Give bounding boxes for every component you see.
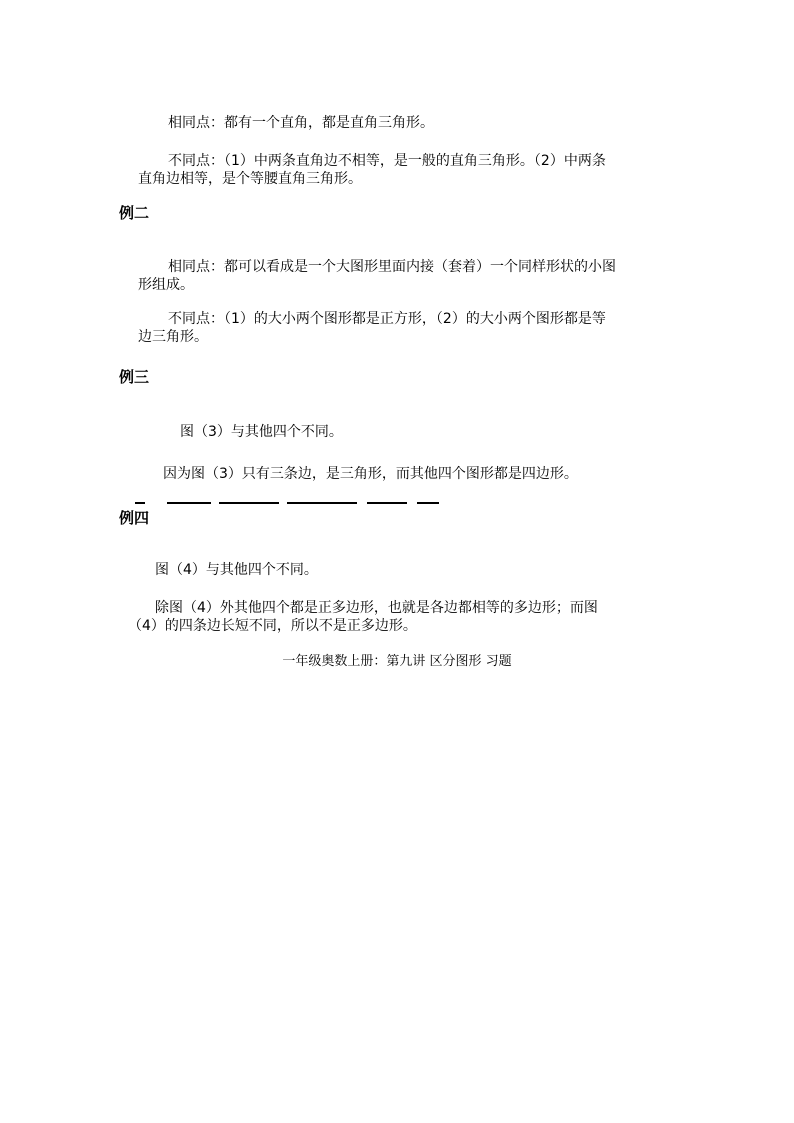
ex4-reason-line2: （4）的四条边长短不同，所以不是正多边形。 bbox=[128, 618, 417, 634]
ex1-diff-line2: 直角边相等，是个等腰直角三角形。 bbox=[138, 171, 362, 187]
ex1-same: 相同点：都有一个直角，都是直角三角形。 bbox=[168, 115, 434, 131]
ex4-answer: 图（4）与其他四个不同。 bbox=[155, 562, 318, 578]
ex4-reason-line1: 除图（4）外其他四个都是正多边形，也就是各边都相等的多边形；而图 bbox=[155, 600, 598, 616]
ex3-heading: 例三 bbox=[119, 368, 150, 386]
ex3-reason: 因为图（3）只有三条边，是三角形，而其他四个图形都是四边形。 bbox=[163, 466, 578, 482]
ex3-answer: 图（3）与其他四个不同。 bbox=[180, 424, 343, 440]
ex4-heading: 例四 bbox=[119, 509, 150, 527]
cut-off-text-fragment bbox=[135, 498, 455, 507]
ex2-same-line1: 相同点：都可以看成是一个大图形里面内接（套着）一个同样形状的小图 bbox=[168, 259, 616, 275]
ex2-diff-line2: 边三角形。 bbox=[138, 329, 208, 345]
page-footer: 一年级奥数上册：第九讲 区分图形 习题 bbox=[282, 654, 512, 669]
ex2-diff-line1: 不同点：（1）的大小两个图形都是正方形，（2）的大小两个图形都是等 bbox=[168, 311, 606, 327]
ex2-heading: 例二 bbox=[119, 204, 150, 222]
ex2-same-line2: 形组成。 bbox=[138, 277, 194, 293]
ex1-diff-line1: 不同点：（1）中两条直角边不相等，是一般的直角三角形。（2）中两条 bbox=[168, 153, 606, 169]
